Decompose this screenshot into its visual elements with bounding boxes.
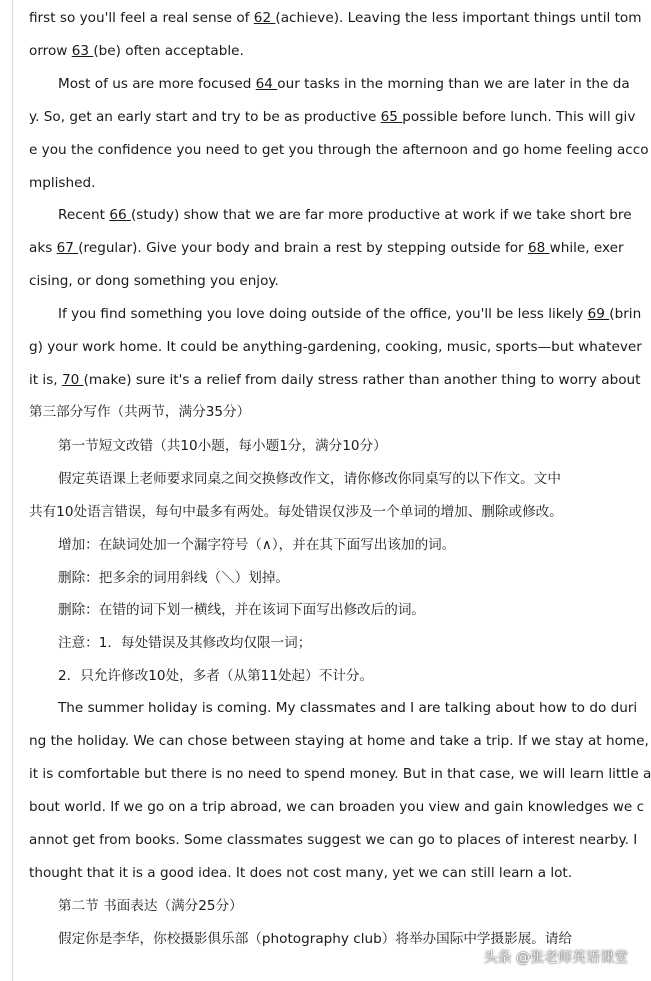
text-line [29,140,649,160]
text-line [29,271,619,291]
blank-number: 65 [380,109,403,125]
text-segment: 假定英语课上老师要求同桌之间交换修改作文，请你修改你同桌写的以下作文。文中 [58,471,561,487]
text-segment: 共有10处语言错误，每句中最多有两处。每处错误仅涉及一个单词的增加、删除或修改。 [29,504,563,520]
text-line [58,535,619,555]
text-segment: annot get from books. Some classmates suggest we can go to places of interest nearby. I [29,832,638,848]
text-line [29,830,638,850]
text-line [29,41,619,61]
text-segment: possible before lunch. This will giv [402,109,636,125]
text-line [29,797,645,817]
text-line [29,337,642,357]
text-line [29,370,641,390]
text-line [29,8,642,28]
text-line [58,74,630,94]
text-segment: g) your work home. It could be anything-gardening, cooking, music, sports—but whatever [29,339,642,355]
text-segment: (regular). Give your body and brain a rest by stepping outside for [78,240,528,256]
text-segment: 第三部分写作（共两节，满分35分） [29,404,251,420]
text-line [29,402,619,422]
text-line [58,896,619,916]
text-segment: Recent [58,207,110,223]
text-segment: 删除：把多余的词用斜线（＼）划掉。 [58,570,290,586]
page-left-border [12,0,13,981]
text-line [58,666,619,686]
text-segment: e you the confidence you need to get you through the afternoon and go home feeling acco [29,142,649,158]
text-segment: (make) sure it's a relief from daily stress rather than another thing to worry about [83,372,641,388]
text-line [58,633,619,653]
blank-number: 70 [61,372,84,388]
text-segment: 第二节 书面表达（满分25分） [58,898,243,914]
text-segment: mplished. [29,175,96,191]
text-segment: it is, [29,372,62,388]
text-line [29,107,636,127]
blank-number: 66 [109,207,131,223]
text-segment: our tasks in the morning than we are later in the da [277,76,630,92]
text-segment: (brin [609,306,642,322]
text-line [58,568,619,588]
text-segment: (achieve). Leaving the less important things until tom [275,10,642,26]
text-segment: bout world. If we go on a trip abroad, we can broaden you view and gain knowledges we c [29,799,645,815]
text-segment: 假定你是李华，你校摄影俱乐部（photography club）将举办国际中学摄影展。请给 [58,931,573,947]
text-line [58,600,619,620]
text-segment: it is comfortable but there is no need to spend money. But in that case, we will learn little a [29,766,651,782]
text-segment: thought that it is a good idea. It does not cost many, yet we can still learn a lot. [29,865,573,881]
text-segment: y. So, get an early start and try to be as productive [29,109,381,125]
text-line [58,698,638,718]
blank-number: 62 [253,10,276,26]
text-segment: aks [29,240,57,256]
text-segment: If you find something you love doing outside of the office, you'll be less likely [58,306,588,322]
text-line [29,173,619,193]
text-segment: 第一节短文改错（共10小题，每小题1分，满分10分） [58,438,387,454]
text-segment: (study) show that we are far more productive at work if we take short bre [130,207,632,223]
text-segment: 注意：1．每处错误及其修改均仅限一词； [58,635,312,651]
text-line [58,929,619,949]
text-line [29,502,619,522]
text-line [29,731,649,751]
text-segment: Most of us are more focused [58,76,256,92]
blank-number: 64 [255,76,278,92]
blank-number: 69 [587,306,610,322]
text-line [58,304,642,324]
text-segment: ng the holiday. We can chose between staying at home and take a trip. If we stay at home, [29,733,649,749]
text-line [29,238,624,258]
text-segment: orrow [29,43,72,59]
text-segment: while, exer [549,240,624,256]
text-line [29,764,651,784]
text-line [58,436,619,456]
text-segment: cising, or dong something you enjoy. [29,273,279,289]
blank-number: 67 [56,240,79,256]
blank-number: 68 [527,240,550,256]
text-line [29,863,619,883]
blank-number: 63 [71,43,94,59]
text-line [58,205,632,225]
text-segment: The summer holiday is coming. My classmates and I are talking about how to do duri [58,700,638,716]
text-segment: 删除：在错的词下划一横线，并在该词下面写出修改后的词。 [58,602,426,618]
text-segment: 增加：在缺词处加一个漏字符号（∧），并在其下面写出该加的词。 [58,537,456,553]
text-line [58,469,619,489]
text-segment: (be) often acceptable. [93,43,244,59]
watermark: 头条 @张老师英语课堂 [483,950,628,966]
text-segment: 2．只允许修改10处，多者（从第11处起）不计分。 [58,668,374,684]
text-segment: first so you'll feel a real sense of [29,10,254,26]
